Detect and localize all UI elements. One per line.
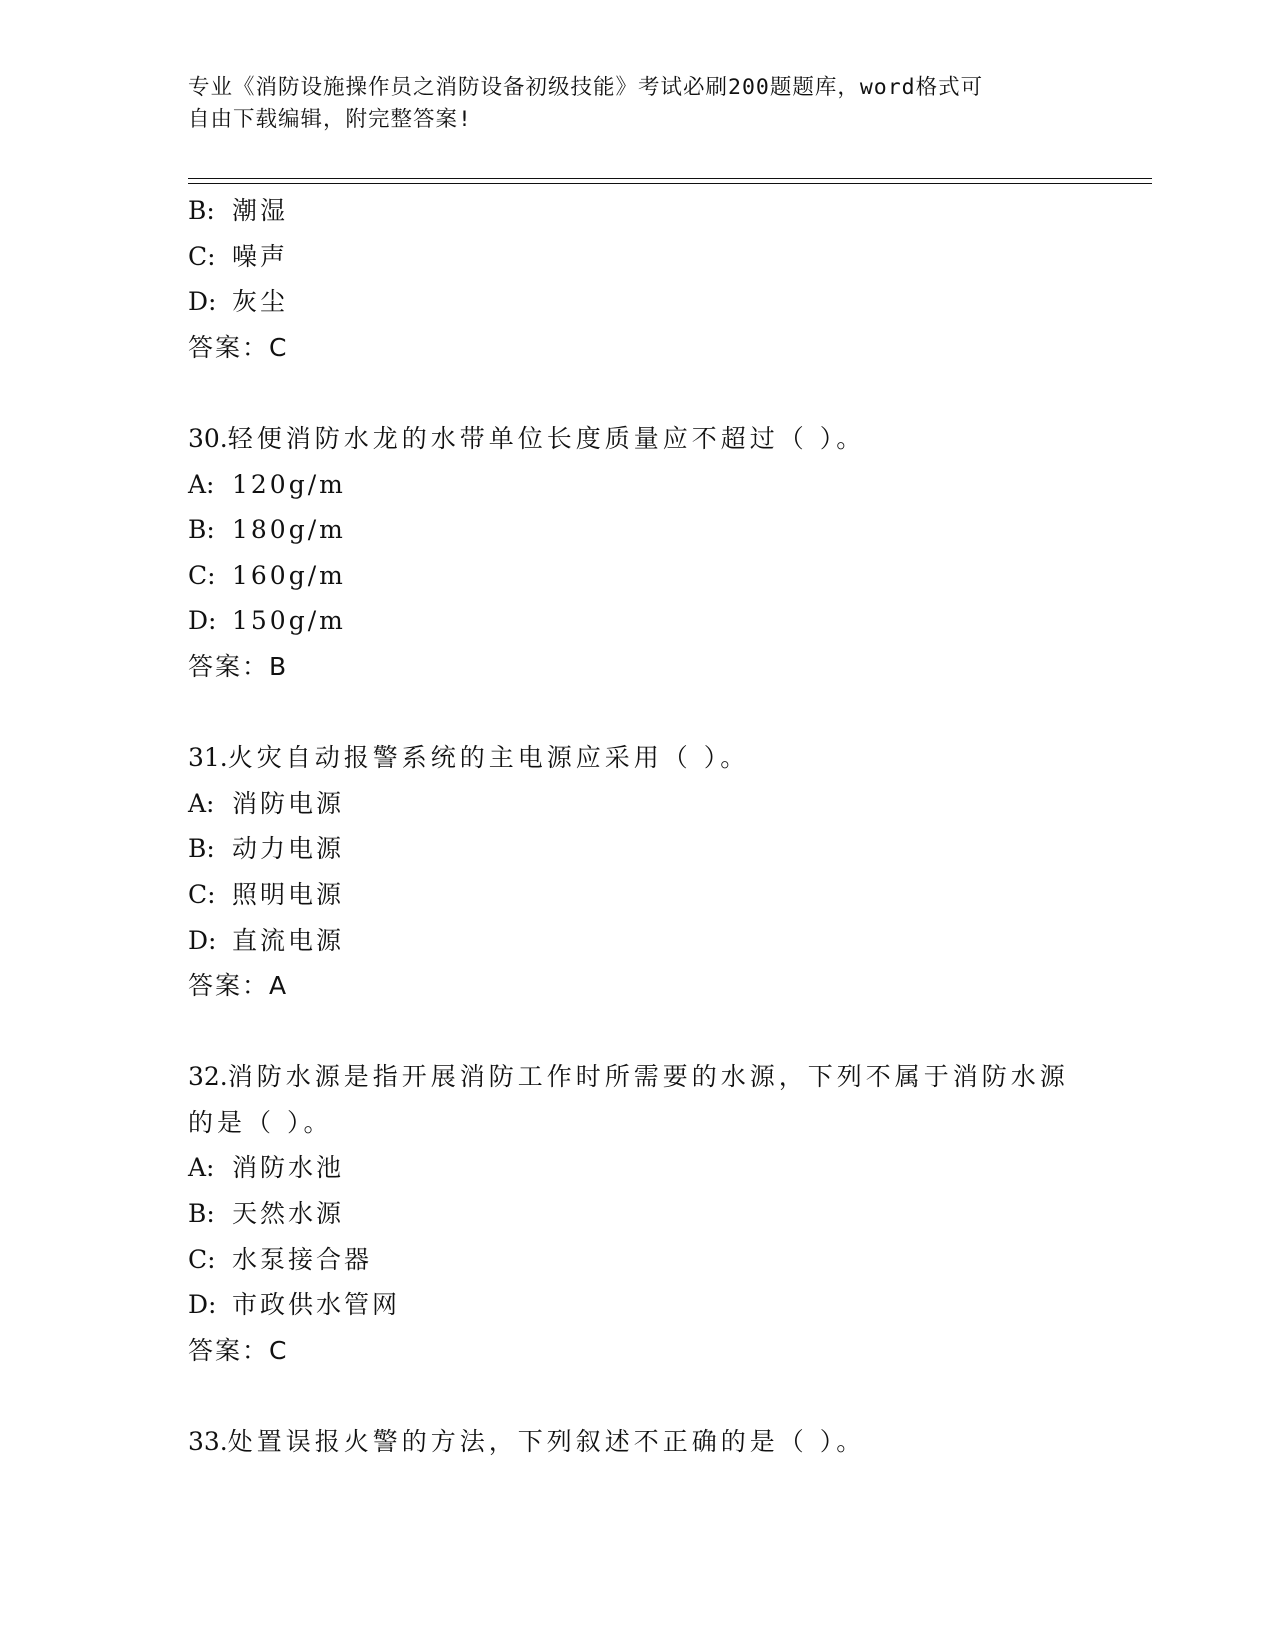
option-d: [188, 1282, 1088, 1328]
option-label: B:: [188, 515, 215, 545]
option-c: [188, 1237, 1088, 1283]
option-b: [188, 1191, 1088, 1237]
question-stem: [188, 416, 1088, 462]
question-number: 33.: [188, 1427, 228, 1457]
page-header: [188, 72, 1088, 136]
option-d: [188, 279, 1088, 325]
option-d: [188, 918, 1088, 964]
option-label: B:: [188, 1199, 215, 1229]
question-number: 30.: [188, 423, 228, 453]
option-text: 120g/m: [232, 469, 346, 499]
question-33: [188, 1419, 1088, 1465]
question-text: 处置误报火警的方法，下列叙述不正确的是（ ）。: [227, 1427, 866, 1457]
question-stem: [188, 1054, 1088, 1145]
question-text: 轻便消防水龙的水带单位长度质量应不超过（ ）。: [227, 423, 866, 453]
option-label: D:: [188, 1290, 217, 1320]
option-text: 水泵接合器: [232, 1244, 373, 1274]
option-c: [188, 234, 1088, 280]
question-text: 火灾自动报警系统的主电源应采用（ ）。: [227, 743, 750, 773]
option-text: 消防电源: [232, 788, 345, 818]
option-text: 灰尘: [232, 287, 289, 317]
answer: 答案：C: [188, 332, 289, 362]
option-text: 150g/m: [232, 606, 346, 636]
question-stem-line-1: [188, 1054, 1088, 1100]
option-text: 市政供水管网: [232, 1290, 401, 1320]
question-stem: [188, 735, 1088, 781]
option-b: [188, 188, 1088, 234]
header-line-1: 专业《消防设施操作员之消防设备初级技能》考试必刷200题题库，word格式可: [188, 75, 984, 100]
option-text: 直流电源: [232, 925, 345, 955]
option-label: D:: [188, 287, 217, 317]
answer: 答案：B: [188, 651, 289, 681]
option-label: A:: [188, 788, 215, 818]
option-text: 照明电源: [232, 879, 345, 909]
option-text: 180g/m: [232, 515, 346, 545]
question-number: 31.: [188, 743, 228, 773]
option-c: [188, 553, 1088, 599]
header-divider-bottom: [188, 183, 1152, 184]
question-30: [188, 416, 1088, 690]
option-a: [188, 1145, 1088, 1191]
option-a: [188, 781, 1088, 827]
option-b: [188, 507, 1088, 553]
option-text: 天然水源: [232, 1199, 345, 1229]
option-label: C:: [188, 879, 216, 909]
question-32: [188, 1054, 1088, 1373]
option-text: 消防水池: [232, 1153, 345, 1183]
option-label: D:: [188, 925, 217, 955]
option-text: 噪声: [232, 241, 289, 271]
option-label: D:: [188, 606, 217, 636]
answer: 答案：C: [188, 1335, 289, 1365]
option-b: [188, 826, 1088, 872]
question-29-continued: [188, 188, 1088, 370]
option-label: A:: [188, 469, 215, 499]
option-label: B:: [188, 834, 215, 864]
header-line-2: 自由下载编辑，附完整答案!: [188, 107, 472, 132]
option-label: C:: [188, 560, 216, 590]
question-text: 消防水源是指开展消防工作时所需要的水源，下列不属于消防水源: [227, 1062, 1069, 1092]
question-number: 32.: [188, 1062, 228, 1092]
question-stem: [188, 1419, 1088, 1465]
option-a: [188, 462, 1088, 508]
option-label: B:: [188, 196, 215, 225]
question-list: [188, 188, 1088, 1465]
option-text: 160g/m: [232, 560, 346, 590]
header-divider-top: [188, 178, 1152, 179]
question-stem-line-2: 的是（ ）。: [188, 1107, 333, 1137]
option-d: [188, 598, 1088, 644]
option-label: C:: [188, 241, 216, 271]
option-text: 潮湿: [232, 196, 289, 225]
option-c: [188, 872, 1088, 918]
option-label: A:: [188, 1153, 215, 1183]
answer: 答案：A: [188, 971, 289, 1001]
question-31: [188, 735, 1088, 1009]
option-text: 动力电源: [232, 834, 345, 864]
option-label: C:: [188, 1244, 216, 1274]
